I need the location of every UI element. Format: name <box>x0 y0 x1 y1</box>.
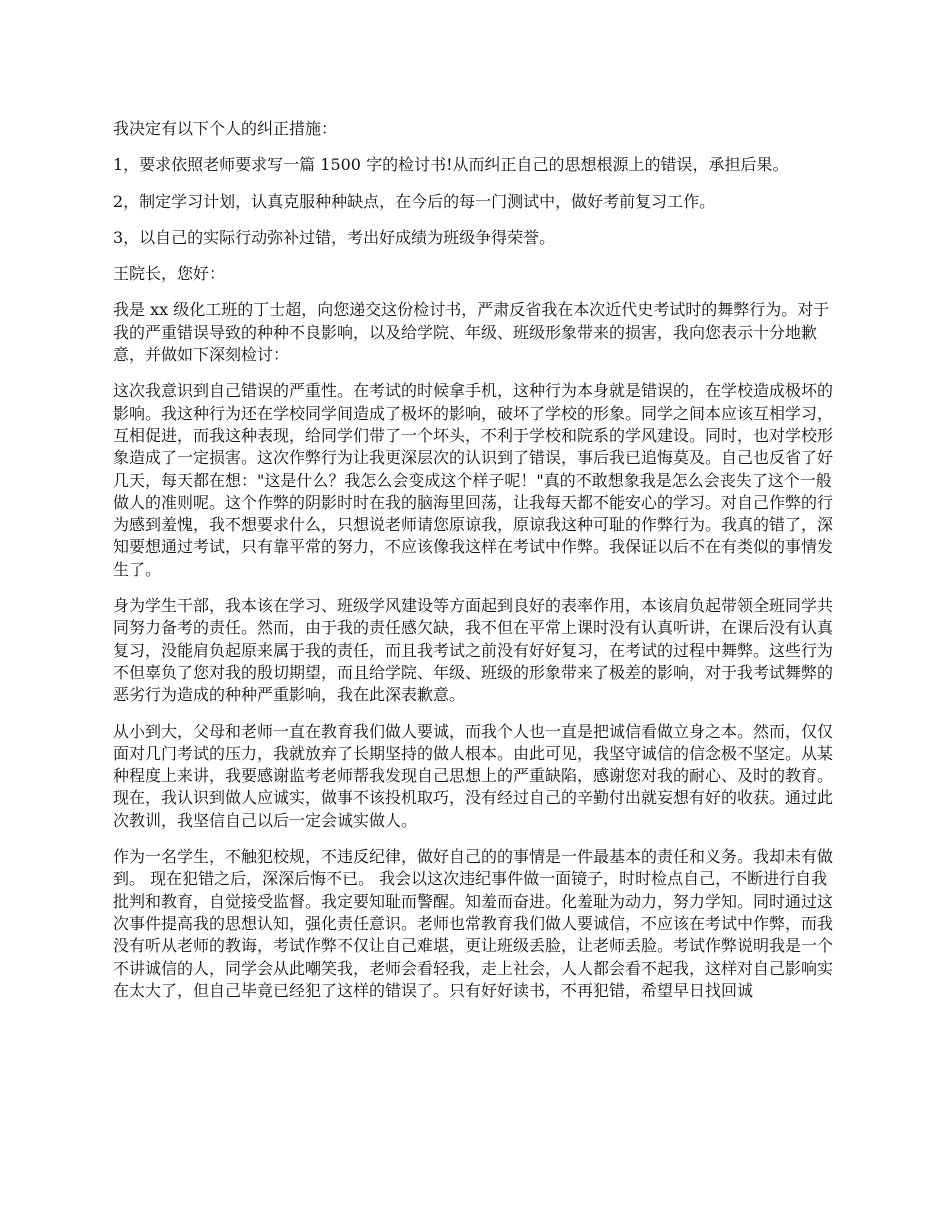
paragraph-responsibility: 作为一名学生，不触犯校规，不违反纪律，做好自己的的事情是一件最基本的责任和义务。我却未有做到。 现在犯错之后，深深后悔不已。 我会以这次违纪事件做一面镜子，时时检点自己，不断进行自我批判和教育，自觉接受监督。我定要知耻而警醒。知羞而奋进。化羞耻为动力，努力学知。同时通过这次事件提高我的思想认知，强化责任意识。老师也常教育我们做人要诚信，不应该在考试中作弊，而我没有听从老师的教诲，考试作弊不仅让自己难堪，更让班级丢脸，让老师丢脸。考试作弊说明我是一个不讲诚信的人，同学会从此嘲笑我，老师会看轻我，走上社会，人人都会看不起我，这样对自己影响实在太大了，但自己毕竟已经犯了这样的错误了。只有好好读书，不再犯错，希望早日找回诚 <box>113 847 834 1000</box>
paragraph-measure-2: 2，制定学习计划，认真克服种种缺点，在今后的每一门测试中，做好考前复习工作。 <box>113 191 716 211</box>
paragraph-measures-intro: 我决定有以下个人的纠正措施： <box>113 119 338 138</box>
paragraph-student-leader: 身为学生干部，我本该在学习、班级学风建设等方面起到良好的表率作用，本该肩负起带领全班同学共同努力备考的责任。然而，由于我的责任感欠缺，我不但在平常上课时没有认真听讲，在课后没有认真复习，没能肩负起原来属于我的责任，而且我考试之前没有好好复习，在考试的过程中舞弊。这些行为不但辜负了您对我的殷切期望，而且给学院、年级、班级的形象带来了极差的影响，对于我考试舞弊的恶劣行为造成的种种严重影响，我在此深表歉意。 <box>113 596 834 705</box>
paragraph-measure-3: 3，以自己的实际行动弥补过错，考出好成绩为班级争得荣誉。 <box>113 227 556 247</box>
paragraph-salutation: 王院长，您好： <box>113 264 226 284</box>
document-body <box>113 118 840 1016</box>
paragraph-measure-1: 1，要求依照老师要求写一篇 1500 字的检讨书!从而纠正自己的思想根源上的错误，承担后果。 <box>113 155 789 175</box>
paragraph-introduction: 我是 xx 级化工班的丁士超，向您递交这份检讨书，严肃反省我在本次近代史考试时的舞弊行为。对于我的严重错误导致的种种不良影响，以及给学院、年级、班级形象带来的损害，我向您表示十分地歉意，并做如下深刻检讨： <box>113 300 830 365</box>
paragraph-realization: 这次我意识到自己错误的严重性。在考试的时候拿手机，这种行为本身就是错误的，在学校造成极坏的影响。我这种行为还在学校同学间造成了极坏的影响，破坏了学校的形象。同学之间本应该互相学习，互相促进，而我这种表现，给同学们带了一个坏头，不利于学校和院系的学风建设。同时，也对学校形象造成了一定损害。这次作弊行为让我更深层次的认识到了错误，事后我已追悔莫及。自己也反省了好几天，每天都在想："这是什么？我怎么会变成这个样子呢！"真的不敢想象我是怎么会丧失了这个一般做人的准则呢。这个作弊的阴影时时在我的脑海里回荡，让我每天都不能安心的学习。对自己作弊的行为感到羞愧，我不想要求什么，只想说老师请您原谅我，原谅我这种可耻的作弊行为。我真的错了，深知要想通过考试，只有靠平常的努力，不应该像我这样在考试中作弊。我保证以后不在有类似的事情发生了。 <box>113 381 834 579</box>
paragraph-integrity: 从小到大，父母和老师一直在教育我们做人要诚，而我个人也一直是把诚信看做立身之本。然而，仅仅面对几门考试的压力，我就放弃了长期坚持的做人根本。由此可见，我坚守诚信的信念极不坚定。从某种程度上来讲，我要感谢监考老师帮我发现自己思想上的严重缺陷，感谢您对我的耐心、及时的教育。现在，我认识到做人应诚实，做事不该投机取巧，没有经过自己的辛勤付出就妄想有好的收获。通过此次教训，我坚信自己以后一定会诚实做人。 <box>113 721 834 830</box>
